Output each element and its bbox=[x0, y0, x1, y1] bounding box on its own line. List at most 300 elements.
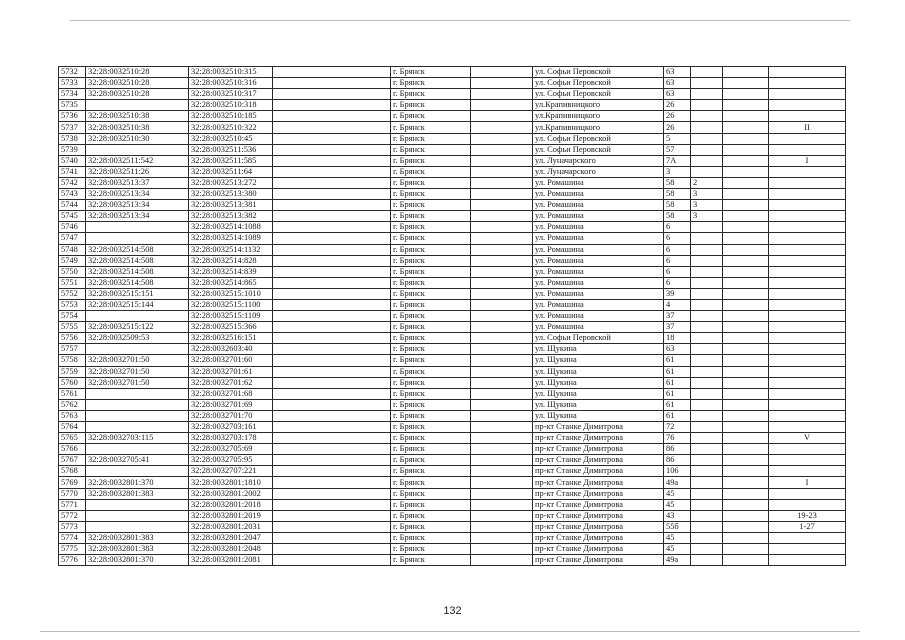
cell-apartment bbox=[769, 266, 846, 277]
cell-row-number: 5751 bbox=[59, 277, 86, 288]
cell-cadastral-number: 32:28:0032513:272 bbox=[189, 177, 273, 188]
cell-city: г. Брянск bbox=[391, 222, 471, 233]
cell-house-number: 7А bbox=[664, 155, 691, 166]
cell-blank-col-a bbox=[273, 122, 391, 133]
cell-house-number: 37 bbox=[664, 322, 691, 333]
cell-parent-cadastral-number bbox=[86, 466, 189, 477]
cell-building bbox=[691, 499, 723, 510]
cell-blank-col-b bbox=[471, 355, 533, 366]
cell-house-number: 39 bbox=[664, 288, 691, 299]
cell-house-number: 5 bbox=[664, 133, 691, 144]
cell-row-number: 5735 bbox=[59, 100, 86, 111]
cell-city: г. Брянск bbox=[391, 433, 471, 444]
cell-cadastral-number: 32:28:0032515:366 bbox=[189, 322, 273, 333]
cell-city: г. Брянск bbox=[391, 244, 471, 255]
cell-row-number: 5776 bbox=[59, 555, 86, 566]
cell-parent-cadastral-number: 32:28:0032513:34 bbox=[86, 200, 189, 211]
cell-blank-col-c bbox=[723, 555, 769, 566]
cell-blank-col-b bbox=[471, 155, 533, 166]
cell-street: ул. Ромашина bbox=[533, 322, 664, 333]
cell-apartment bbox=[769, 322, 846, 333]
cell-parent-cadastral-number bbox=[86, 444, 189, 455]
cell-blank-col-a bbox=[273, 288, 391, 299]
cell-blank-col-c bbox=[723, 155, 769, 166]
cell-house-number: 61 bbox=[664, 388, 691, 399]
cell-row-number: 5775 bbox=[59, 544, 86, 555]
cell-blank-col-c bbox=[723, 311, 769, 322]
cell-cadastral-number: 32:28:0032705:69 bbox=[189, 444, 273, 455]
cell-parent-cadastral-number: 32:28:0032515:144 bbox=[86, 299, 189, 310]
cell-blank-col-c bbox=[723, 322, 769, 333]
cell-parent-cadastral-number: 32:28:0032515:151 bbox=[86, 288, 189, 299]
cell-blank-col-b bbox=[471, 410, 533, 421]
cell-house-number: 4 bbox=[664, 299, 691, 310]
cell-building bbox=[691, 532, 723, 543]
cell-house-number: 86 bbox=[664, 455, 691, 466]
cell-row-number: 5748 bbox=[59, 244, 86, 255]
cell-blank-col-b bbox=[471, 133, 533, 144]
cell-blank-col-a bbox=[273, 488, 391, 499]
cell-city: г. Брянск bbox=[391, 410, 471, 421]
cell-blank-col-a bbox=[273, 466, 391, 477]
cell-blank-col-a bbox=[273, 499, 391, 510]
registry-table bbox=[58, 66, 846, 566]
cell-blank-col-a bbox=[273, 133, 391, 144]
cell-building bbox=[691, 433, 723, 444]
table-row bbox=[59, 532, 846, 543]
cell-blank-col-a bbox=[273, 433, 391, 444]
cell-cadastral-number: 32:28:0032513:382 bbox=[189, 211, 273, 222]
cell-building bbox=[691, 544, 723, 555]
cell-blank-col-a bbox=[273, 255, 391, 266]
cell-cadastral-number: 32:28:0032514:1132 bbox=[189, 244, 273, 255]
cell-street: ул. Ромашина bbox=[533, 200, 664, 211]
cell-row-number: 5738 bbox=[59, 133, 86, 144]
cell-blank-col-b bbox=[471, 544, 533, 555]
cell-cadastral-number: 32:28:0032510:45 bbox=[189, 133, 273, 144]
cell-building bbox=[691, 322, 723, 333]
cell-city: г. Брянск bbox=[391, 89, 471, 100]
registry-table-body bbox=[59, 67, 846, 566]
cell-blank-col-b bbox=[471, 299, 533, 310]
cell-row-number: 5736 bbox=[59, 111, 86, 122]
table-row bbox=[59, 277, 846, 288]
cell-street: ул. Софьи Перовской bbox=[533, 89, 664, 100]
cell-city: г. Брянск bbox=[391, 67, 471, 78]
cell-blank-col-c bbox=[723, 111, 769, 122]
cell-city: г. Брянск bbox=[391, 488, 471, 499]
cell-parent-cadastral-number: 32:28:0032511:542 bbox=[86, 155, 189, 166]
cell-building: 3 bbox=[691, 200, 723, 211]
cell-street: пр-кт Станке Димитрова bbox=[533, 444, 664, 455]
cell-blank-col-b bbox=[471, 488, 533, 499]
cell-apartment bbox=[769, 189, 846, 200]
cell-blank-col-a bbox=[273, 521, 391, 532]
cell-parent-cadastral-number: 32:28:0032510:38 bbox=[86, 111, 189, 122]
cell-street: ул. Ромашина bbox=[533, 233, 664, 244]
cell-apartment: 1-27 bbox=[769, 521, 846, 532]
table-row bbox=[59, 311, 846, 322]
cell-parent-cadastral-number bbox=[86, 222, 189, 233]
cell-cadastral-number: 32:28:0032703:161 bbox=[189, 422, 273, 433]
cell-blank-col-b bbox=[471, 277, 533, 288]
cell-parent-cadastral-number bbox=[86, 388, 189, 399]
cell-cadastral-number: 32:28:0032514:839 bbox=[189, 266, 273, 277]
cell-house-number: 6 bbox=[664, 255, 691, 266]
cell-cadastral-number: 32:28:0032510:185 bbox=[189, 111, 273, 122]
cell-city: г. Брянск bbox=[391, 78, 471, 89]
cell-row-number: 5746 bbox=[59, 222, 86, 233]
cell-blank-col-b bbox=[471, 288, 533, 299]
cell-row-number: 5733 bbox=[59, 78, 86, 89]
cell-city: г. Брянск bbox=[391, 144, 471, 155]
table-row bbox=[59, 488, 846, 499]
cell-blank-col-a bbox=[273, 78, 391, 89]
table-row bbox=[59, 177, 846, 188]
cell-cadastral-number: 32:28:0032510:318 bbox=[189, 100, 273, 111]
cell-blank-col-c bbox=[723, 333, 769, 344]
cell-house-number: 76 bbox=[664, 433, 691, 444]
cell-blank-col-b bbox=[471, 510, 533, 521]
cell-parent-cadastral-number: 32:28:0032510:38 bbox=[86, 122, 189, 133]
cell-building bbox=[691, 288, 723, 299]
cell-city: г. Брянск bbox=[391, 211, 471, 222]
cell-blank-col-a bbox=[273, 399, 391, 410]
cell-blank-col-c bbox=[723, 122, 769, 133]
table-row bbox=[59, 399, 846, 410]
cell-row-number: 5759 bbox=[59, 366, 86, 377]
cell-row-number: 5742 bbox=[59, 177, 86, 188]
cell-street: ул. Ромашина bbox=[533, 189, 664, 200]
cell-blank-col-c bbox=[723, 477, 769, 488]
cell-house-number: 63 bbox=[664, 344, 691, 355]
cell-apartment bbox=[769, 555, 846, 566]
cell-blank-col-b bbox=[471, 100, 533, 111]
cell-cadastral-number: 32:28:0032510:315 bbox=[189, 67, 273, 78]
cell-blank-col-a bbox=[273, 510, 391, 521]
cell-row-number: 5768 bbox=[59, 466, 86, 477]
cell-parent-cadastral-number bbox=[86, 499, 189, 510]
cell-blank-col-a bbox=[273, 200, 391, 211]
cell-parent-cadastral-number bbox=[86, 399, 189, 410]
cell-house-number: 45 bbox=[664, 488, 691, 499]
cell-row-number: 5757 bbox=[59, 344, 86, 355]
cell-cadastral-number: 32:28:0032801:2047 bbox=[189, 532, 273, 543]
table-row bbox=[59, 322, 846, 333]
cell-row-number: 5743 bbox=[59, 189, 86, 200]
cell-city: г. Брянск bbox=[391, 466, 471, 477]
registry-table-container bbox=[58, 66, 845, 566]
cell-blank-col-a bbox=[273, 410, 391, 421]
cell-blank-col-a bbox=[273, 311, 391, 322]
cell-row-number: 5755 bbox=[59, 322, 86, 333]
table-row bbox=[59, 233, 846, 244]
cell-parent-cadastral-number: 32:28:0032701:50 bbox=[86, 377, 189, 388]
cell-blank-col-b bbox=[471, 233, 533, 244]
cell-city: г. Брянск bbox=[391, 455, 471, 466]
cell-row-number: 5756 bbox=[59, 333, 86, 344]
cell-apartment bbox=[769, 388, 846, 399]
cell-street: пр-кт Станке Димитрова bbox=[533, 433, 664, 444]
cell-blank-col-c bbox=[723, 144, 769, 155]
cell-building bbox=[691, 510, 723, 521]
cell-parent-cadastral-number: 32:28:0032509:53 bbox=[86, 333, 189, 344]
cell-apartment bbox=[769, 144, 846, 155]
cell-building bbox=[691, 100, 723, 111]
cell-house-number: 49а bbox=[664, 477, 691, 488]
cell-blank-col-c bbox=[723, 177, 769, 188]
cell-blank-col-c bbox=[723, 211, 769, 222]
cell-apartment bbox=[769, 67, 846, 78]
table-row bbox=[59, 410, 846, 421]
cell-city: г. Брянск bbox=[391, 100, 471, 111]
cell-parent-cadastral-number: 32:28:0032515:122 bbox=[86, 322, 189, 333]
cell-row-number: 5765 bbox=[59, 433, 86, 444]
cell-blank-col-c bbox=[723, 288, 769, 299]
table-row bbox=[59, 544, 846, 555]
cell-blank-col-c bbox=[723, 166, 769, 177]
cell-street: ул. Ромашина bbox=[533, 266, 664, 277]
cell-apartment bbox=[769, 200, 846, 211]
cell-apartment bbox=[769, 333, 846, 344]
cell-parent-cadastral-number: 32:28:0032801:370 bbox=[86, 555, 189, 566]
cell-cadastral-number: 32:28:0032701:62 bbox=[189, 377, 273, 388]
table-row bbox=[59, 299, 846, 310]
cell-blank-col-a bbox=[273, 355, 391, 366]
cell-blank-col-c bbox=[723, 133, 769, 144]
cell-apartment bbox=[769, 532, 846, 543]
cell-street: ул. Софьи Перовской bbox=[533, 78, 664, 89]
cell-parent-cadastral-number: 32:28:0032510:30 bbox=[86, 133, 189, 144]
cell-cadastral-number: 32:28:0032801:2018 bbox=[189, 499, 273, 510]
cell-city: г. Брянск bbox=[391, 233, 471, 244]
cell-apartment bbox=[769, 277, 846, 288]
cell-cadastral-number: 32:28:0032514:828 bbox=[189, 255, 273, 266]
cell-house-number: 45 bbox=[664, 544, 691, 555]
cell-street: ул. Ромашина bbox=[533, 211, 664, 222]
cell-house-number: 86 bbox=[664, 444, 691, 455]
cell-city: г. Брянск bbox=[391, 422, 471, 433]
cell-blank-col-b bbox=[471, 89, 533, 100]
cell-blank-col-a bbox=[273, 555, 391, 566]
cell-blank-col-c bbox=[723, 233, 769, 244]
cell-blank-col-c bbox=[723, 544, 769, 555]
cell-street: ул. Софьи Перовской bbox=[533, 333, 664, 344]
cell-blank-col-a bbox=[273, 377, 391, 388]
cell-building bbox=[691, 144, 723, 155]
cell-blank-col-a bbox=[273, 299, 391, 310]
cell-apartment bbox=[769, 222, 846, 233]
table-row bbox=[59, 244, 846, 255]
cell-city: г. Брянск bbox=[391, 322, 471, 333]
cell-house-number: 61 bbox=[664, 366, 691, 377]
cell-cadastral-number: 32:28:0032705:95 bbox=[189, 455, 273, 466]
cell-apartment bbox=[769, 355, 846, 366]
cell-row-number: 5737 bbox=[59, 122, 86, 133]
cell-blank-col-a bbox=[273, 455, 391, 466]
cell-cadastral-number: 32:28:0032515:1100 bbox=[189, 299, 273, 310]
cell-blank-col-c bbox=[723, 200, 769, 211]
page-number: 132 bbox=[443, 605, 462, 617]
cell-blank-col-a bbox=[273, 166, 391, 177]
cell-cadastral-number: 32:28:0032513:381 bbox=[189, 200, 273, 211]
cell-blank-col-c bbox=[723, 455, 769, 466]
table-row bbox=[59, 155, 846, 166]
cell-apartment bbox=[769, 422, 846, 433]
cell-blank-col-a bbox=[273, 277, 391, 288]
cell-blank-col-c bbox=[723, 532, 769, 543]
cell-blank-col-b bbox=[471, 344, 533, 355]
cell-building bbox=[691, 388, 723, 399]
table-row bbox=[59, 189, 846, 200]
cell-parent-cadastral-number: 32:28:0032514:508 bbox=[86, 255, 189, 266]
cell-cadastral-number: 32:28:0032511:64 bbox=[189, 166, 273, 177]
cell-house-number: 6 bbox=[664, 277, 691, 288]
cell-parent-cadastral-number: 32:28:0032514:508 bbox=[86, 266, 189, 277]
cell-street: ул. Ромашина bbox=[533, 244, 664, 255]
cell-blank-col-b bbox=[471, 444, 533, 455]
cell-blank-col-b bbox=[471, 255, 533, 266]
cell-building bbox=[691, 233, 723, 244]
cell-cadastral-number: 32:28:0032511:585 bbox=[189, 155, 273, 166]
cell-street: ул.Крапивницкого bbox=[533, 111, 664, 122]
cell-blank-col-c bbox=[723, 277, 769, 288]
table-row bbox=[59, 288, 846, 299]
cell-building bbox=[691, 111, 723, 122]
cell-parent-cadastral-number: 32:28:0032513:34 bbox=[86, 211, 189, 222]
cell-house-number: 18 bbox=[664, 333, 691, 344]
table-row bbox=[59, 200, 846, 211]
cell-building bbox=[691, 399, 723, 410]
cell-blank-col-b bbox=[471, 244, 533, 255]
cell-blank-col-a bbox=[273, 144, 391, 155]
cell-cadastral-number: 32:28:0032701:70 bbox=[189, 410, 273, 421]
cell-cadastral-number: 32:28:0032514:1089 bbox=[189, 233, 273, 244]
cell-apartment bbox=[769, 100, 846, 111]
cell-building bbox=[691, 133, 723, 144]
cell-building bbox=[691, 122, 723, 133]
cell-street: пр-кт Станке Димитрова bbox=[533, 499, 664, 510]
cell-house-number: 63 bbox=[664, 89, 691, 100]
cell-parent-cadastral-number: 32:28:0032801:383 bbox=[86, 544, 189, 555]
cell-blank-col-b bbox=[471, 388, 533, 399]
cell-row-number: 5758 bbox=[59, 355, 86, 366]
cell-apartment bbox=[769, 177, 846, 188]
cell-parent-cadastral-number: 32:28:0032801:370 bbox=[86, 477, 189, 488]
cell-city: г. Брянск bbox=[391, 477, 471, 488]
cell-parent-cadastral-number: 32:28:0032513:34 bbox=[86, 189, 189, 200]
cell-house-number: 57 bbox=[664, 144, 691, 155]
cell-blank-col-b bbox=[471, 111, 533, 122]
cell-blank-col-b bbox=[471, 200, 533, 211]
cell-building bbox=[691, 455, 723, 466]
cell-street: ул. Щукина bbox=[533, 377, 664, 388]
cell-city: г. Брянск bbox=[391, 200, 471, 211]
cell-blank-col-b bbox=[471, 455, 533, 466]
cell-building bbox=[691, 89, 723, 100]
cell-blank-col-c bbox=[723, 410, 769, 421]
cell-house-number: 6 bbox=[664, 222, 691, 233]
table-row bbox=[59, 433, 846, 444]
table-row bbox=[59, 122, 846, 133]
table-row bbox=[59, 510, 846, 521]
cell-cadastral-number: 32:28:0032515:1010 bbox=[189, 288, 273, 299]
cell-city: г. Брянск bbox=[391, 532, 471, 543]
cell-apartment: II bbox=[769, 122, 846, 133]
cell-row-number: 5761 bbox=[59, 388, 86, 399]
table-row bbox=[59, 266, 846, 277]
table-row bbox=[59, 255, 846, 266]
cell-blank-col-b bbox=[471, 166, 533, 177]
cell-row-number: 5754 bbox=[59, 311, 86, 322]
cell-cadastral-number: 32:28:0032701:68 bbox=[189, 388, 273, 399]
cell-house-number: 63 bbox=[664, 78, 691, 89]
cell-blank-col-b bbox=[471, 189, 533, 200]
cell-blank-col-b bbox=[471, 67, 533, 78]
cell-house-number: 43 bbox=[664, 510, 691, 521]
cell-city: г. Брянск bbox=[391, 155, 471, 166]
cell-blank-col-b bbox=[471, 177, 533, 188]
cell-house-number: 6 bbox=[664, 233, 691, 244]
cell-city: г. Брянск bbox=[391, 133, 471, 144]
cell-blank-col-b bbox=[471, 466, 533, 477]
cell-city: г. Брянск bbox=[391, 521, 471, 532]
cell-street: пр-кт Станке Димитрова bbox=[533, 466, 664, 477]
cell-city: г. Брянск bbox=[391, 377, 471, 388]
cell-city: г. Брянск bbox=[391, 277, 471, 288]
cell-blank-col-a bbox=[273, 244, 391, 255]
cell-blank-col-a bbox=[273, 222, 391, 233]
cell-blank-col-c bbox=[723, 244, 769, 255]
cell-street: пр-кт Станке Димитрова bbox=[533, 544, 664, 555]
cell-row-number: 5745 bbox=[59, 211, 86, 222]
cell-house-number: 6 bbox=[664, 266, 691, 277]
cell-blank-col-a bbox=[273, 388, 391, 399]
cell-blank-col-c bbox=[723, 499, 769, 510]
cell-house-number: 6 bbox=[664, 244, 691, 255]
table-row bbox=[59, 67, 846, 78]
cell-city: г. Брянск bbox=[391, 288, 471, 299]
cell-street: пр-кт Станке Димитрова bbox=[533, 455, 664, 466]
cell-building bbox=[691, 266, 723, 277]
cell-blank-col-c bbox=[723, 422, 769, 433]
cell-blank-col-b bbox=[471, 499, 533, 510]
cell-blank-col-b bbox=[471, 122, 533, 133]
cell-street: ул. Ромашина bbox=[533, 311, 664, 322]
cell-blank-col-c bbox=[723, 78, 769, 89]
cell-blank-col-c bbox=[723, 366, 769, 377]
cell-cadastral-number: 32:28:0032603:40 bbox=[189, 344, 273, 355]
cell-building bbox=[691, 422, 723, 433]
table-row bbox=[59, 144, 846, 155]
cell-parent-cadastral-number: 32:28:0032701:50 bbox=[86, 366, 189, 377]
cell-blank-col-c bbox=[723, 399, 769, 410]
cell-blank-col-a bbox=[273, 444, 391, 455]
cell-street: ул. Ромашина bbox=[533, 222, 664, 233]
table-row bbox=[59, 499, 846, 510]
cell-cadastral-number: 32:28:0032510:317 bbox=[189, 89, 273, 100]
cell-city: г. Брянск bbox=[391, 499, 471, 510]
cell-blank-col-a bbox=[273, 111, 391, 122]
cell-cadastral-number: 32:28:0032801:2081 bbox=[189, 555, 273, 566]
cell-street: ул. Софьи Перовской bbox=[533, 144, 664, 155]
table-row bbox=[59, 100, 846, 111]
cell-city: г. Брянск bbox=[391, 366, 471, 377]
cell-blank-col-c bbox=[723, 344, 769, 355]
cell-street: пр-кт Станке Димитрова bbox=[533, 488, 664, 499]
cell-row-number: 5740 bbox=[59, 155, 86, 166]
cell-blank-col-b bbox=[471, 366, 533, 377]
